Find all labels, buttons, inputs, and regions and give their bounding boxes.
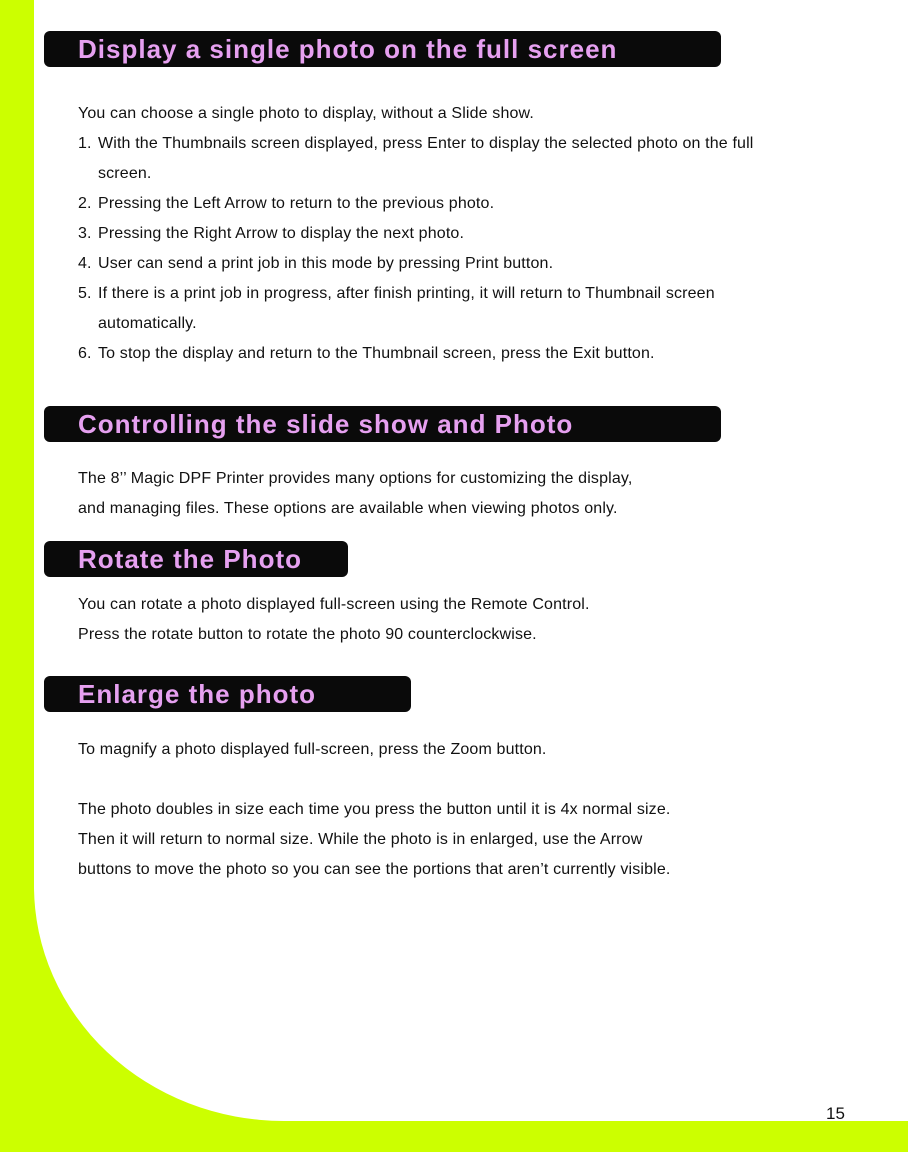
list-text: If there is a print job in progress, after finish printing, it will return to Thumbnail screen xyxy=(98,285,715,302)
section-body-enlarge-photo-details xyxy=(78,795,671,885)
list-item xyxy=(78,339,754,369)
list-text-continued: screen. xyxy=(98,165,152,182)
paragraph-line: buttons to move the photo so you can see the portions that aren’t currently visible. xyxy=(78,861,671,878)
paragraph-line: The photo doubles in size each time you press the button until it is 4x normal size. xyxy=(78,801,671,818)
section-title: Display a single photo on the full screen xyxy=(78,34,618,64)
paragraph-line: You can rotate a photo displayed full-screen using the Remote Control. xyxy=(78,596,590,613)
section-header-rotate-photo xyxy=(44,541,348,577)
list-text-continued: automatically. xyxy=(98,315,197,332)
section-body-rotate-photo xyxy=(78,590,590,650)
list-text: User can send a print job in this mode by pressing Print button. xyxy=(98,255,554,272)
list-item xyxy=(78,129,754,189)
section-header-controlling-slide-show xyxy=(44,406,721,442)
list-text: Pressing the Right Arrow to display the next photo. xyxy=(98,225,465,242)
list-number: 6. xyxy=(78,345,92,362)
section-title: Enlarge the photo xyxy=(78,679,316,709)
list-item xyxy=(78,249,754,279)
list-number: 2. xyxy=(78,195,92,212)
list-number: 4. xyxy=(78,255,92,272)
list-number: 1. xyxy=(78,135,92,152)
section-body-controlling-slide-show xyxy=(78,464,632,524)
list-number: 5. xyxy=(78,285,92,302)
section-body-enlarge-photo xyxy=(78,735,547,765)
section-header-enlarge-photo xyxy=(44,676,411,712)
paragraph-line: and managing files. These options are available when viewing photos only. xyxy=(78,500,618,517)
list-text: Pressing the Left Arrow to return to the previous photo. xyxy=(98,195,495,212)
list-item xyxy=(78,279,754,339)
paragraph-line: Then it will return to normal size. While the photo is in enlarged, use the Arrow xyxy=(78,831,643,848)
list-item xyxy=(78,189,754,219)
section-title: Rotate the Photo xyxy=(78,544,302,574)
section-title: Controlling the slide show and Photo xyxy=(78,409,574,439)
list-item xyxy=(78,219,754,249)
paragraph-line: The 8’’ Magic DPF Printer provides many options for customizing the display, xyxy=(78,470,633,487)
list-number: 3. xyxy=(78,225,92,242)
intro-text: You can choose a single photo to display, without a Slide show. xyxy=(78,105,534,122)
list-text: To stop the display and return to the Thumbnail screen, press the Exit button. xyxy=(98,345,655,362)
paragraph-line: To magnify a photo displayed full-screen, press the Zoom button. xyxy=(78,741,547,758)
list-text: With the Thumbnails screen displayed, press Enter to display the selected photo on the full xyxy=(98,135,754,152)
section-body-display-single-photo xyxy=(78,99,754,369)
section-header-display-single-photo xyxy=(44,31,721,67)
page-number: 15 xyxy=(826,1104,845,1123)
paragraph-line: Press the rotate button to rotate the photo 90 counterclockwise. xyxy=(78,626,537,643)
